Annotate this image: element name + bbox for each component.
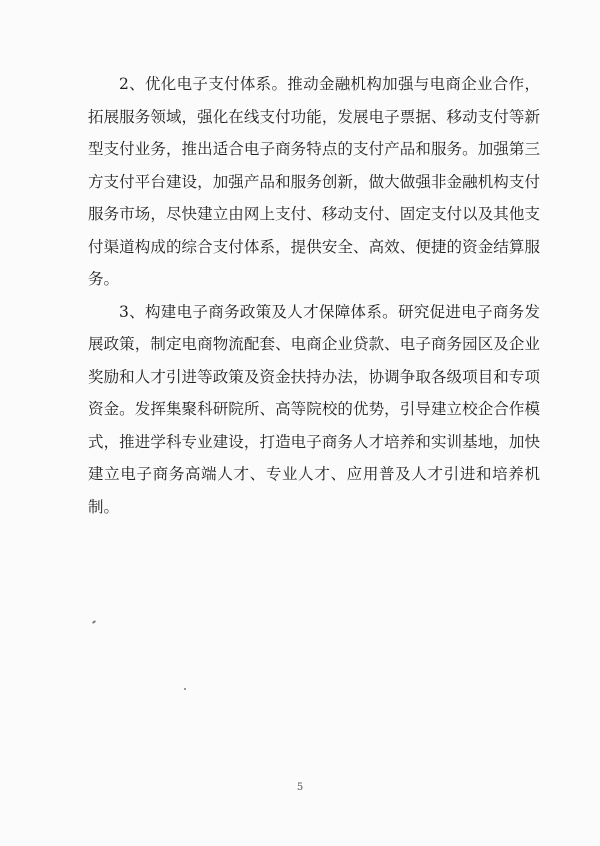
paragraph-payment-system: 2、优化电子支付体系。推动金融机构加强与电商企业合作，拓展服务领域，强化在线支付功能，发展电子票据、移动支付等新型支付业务，推出适合电子商务特点的支付产品和服务。加强第三方支付平台建设，加强产品和服务创新，做大做强非金融机构支付服务市场，尽快建立由网上支付、移动支付、固定支付以及其他支付渠道构成的综合支付体系，提供安全、高效、便捷的资金结算服务。 bbox=[88, 75, 540, 288]
scan-speck bbox=[184, 688, 186, 690]
document-body bbox=[88, 68, 540, 523]
scan-speck bbox=[92, 620, 96, 624]
page-number: 5 bbox=[296, 782, 304, 793]
paragraph-policy-talent: 3、构建电子商务政策及人才保障体系。研究促进电子商务发展政策，制定电商物流配套、电商企业贷款、电子商务园区及企业奖励和人才引进等政策及资金扶持办法，协调争取各级项目和专项资金。发挥集聚科研院所、高等院校的优势，引导建立校企合作模式，推进学科专业建设，打造电子商务人才培养和实训基地，加快建立电子商务高端人才、专业人才、应用普及人才引进和培养机制。 bbox=[88, 302, 540, 516]
